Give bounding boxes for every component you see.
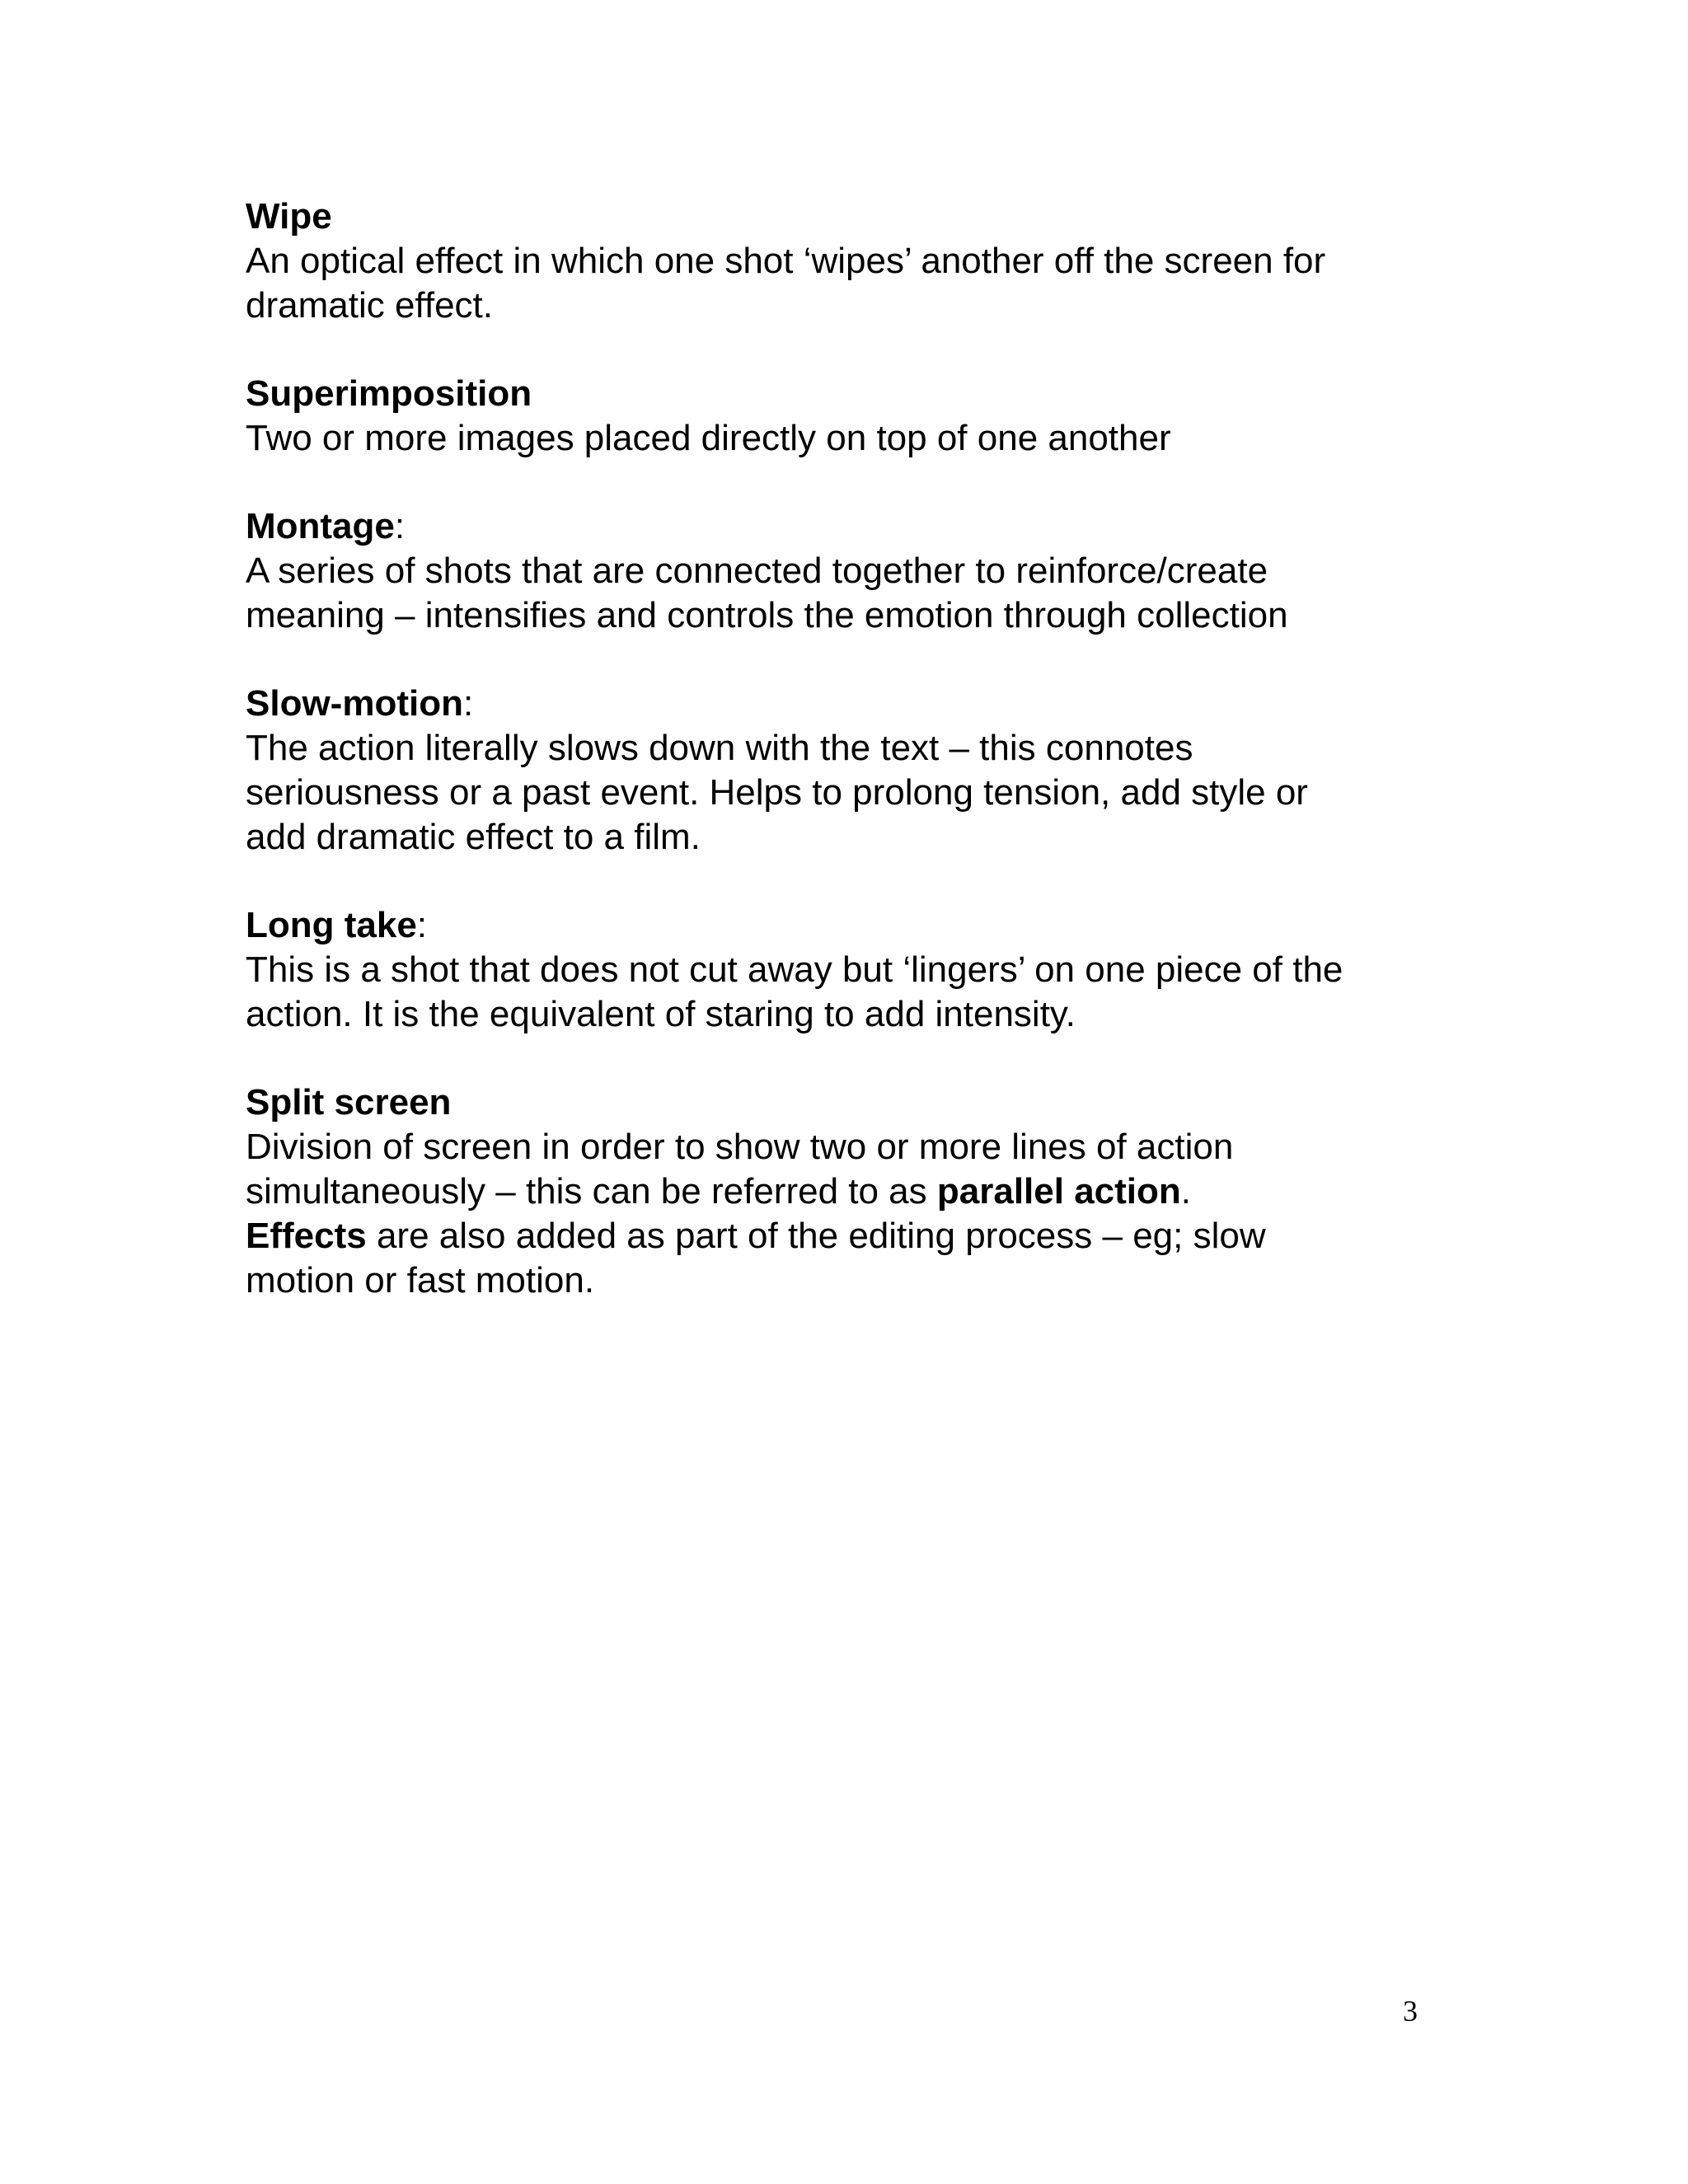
entry-split-screen (246, 1080, 1449, 1303)
term-definition (246, 549, 1449, 638)
definition-line: action. It is the equivalent of staring to add intensity. (246, 994, 1076, 1034)
entry-slow-motion (246, 682, 1449, 860)
term-title: Split screen (246, 1082, 452, 1122)
entry-montage (246, 504, 1449, 638)
page-number: 3 (1403, 1994, 1418, 2027)
entry-superimposition (246, 372, 1449, 461)
term-suffix: : (416, 905, 428, 945)
definition-line: The action literally slows down with the text – this connotes (246, 728, 1193, 768)
term-heading (246, 682, 1449, 726)
entry-wipe (246, 194, 1449, 328)
parallel-action-term: parallel action (936, 1171, 1181, 1212)
term-definition (246, 948, 1449, 1037)
term-heading (246, 903, 1449, 948)
definition-text: simultaneously – this can be referred to as (246, 1171, 937, 1212)
definition-line (246, 1214, 1449, 1258)
definition-line: seriousness or a past event. Helps to prolong tension, add style or (246, 772, 1308, 813)
term-suffix: : (462, 683, 474, 724)
document-body (246, 194, 1449, 1347)
term-definition (246, 239, 1449, 328)
definition-line: Division of screen in order to show two or more lines of action (246, 1127, 1234, 1167)
definition-line: add dramatic effect to a film. (246, 817, 701, 857)
definition-line (246, 1169, 1449, 1214)
term-heading (246, 504, 1449, 549)
term-heading (246, 372, 1449, 416)
definition-line: An optical effect in which one shot ‘wipes’ another off the screen for (246, 241, 1326, 281)
term-title: Wipe (246, 196, 332, 237)
term-title: Superimposition (246, 373, 532, 414)
definition-text: . (1180, 1171, 1192, 1212)
term-title: Slow-motion (246, 683, 463, 724)
term-definition (246, 1125, 1449, 1303)
definition-line: Two or more images placed directly on top of one another (246, 418, 1171, 458)
term-definition (246, 416, 1449, 461)
definition-line: motion or fast motion. (246, 1260, 595, 1301)
effects-term: Effects (246, 1216, 367, 1256)
definition-line: dramatic effect. (246, 285, 493, 326)
definition-line: meaning – intensifies and controls the emotion through collection (246, 595, 1288, 635)
definition-line: A series of shots that are connected together to reinforce/create (246, 551, 1268, 591)
term-heading (246, 194, 1449, 239)
term-definition (246, 726, 1449, 860)
term-heading (246, 1080, 1449, 1125)
term-title: Long take (246, 905, 417, 945)
entry-long-take (246, 903, 1449, 1037)
term-title: Montage (246, 506, 395, 546)
term-suffix: : (394, 506, 406, 546)
definition-line: This is a shot that does not cut away but ‘lingers’ on one piece of the (246, 949, 1343, 990)
definition-text: are also added as part of the editing process – eg; slow (366, 1216, 1266, 1256)
